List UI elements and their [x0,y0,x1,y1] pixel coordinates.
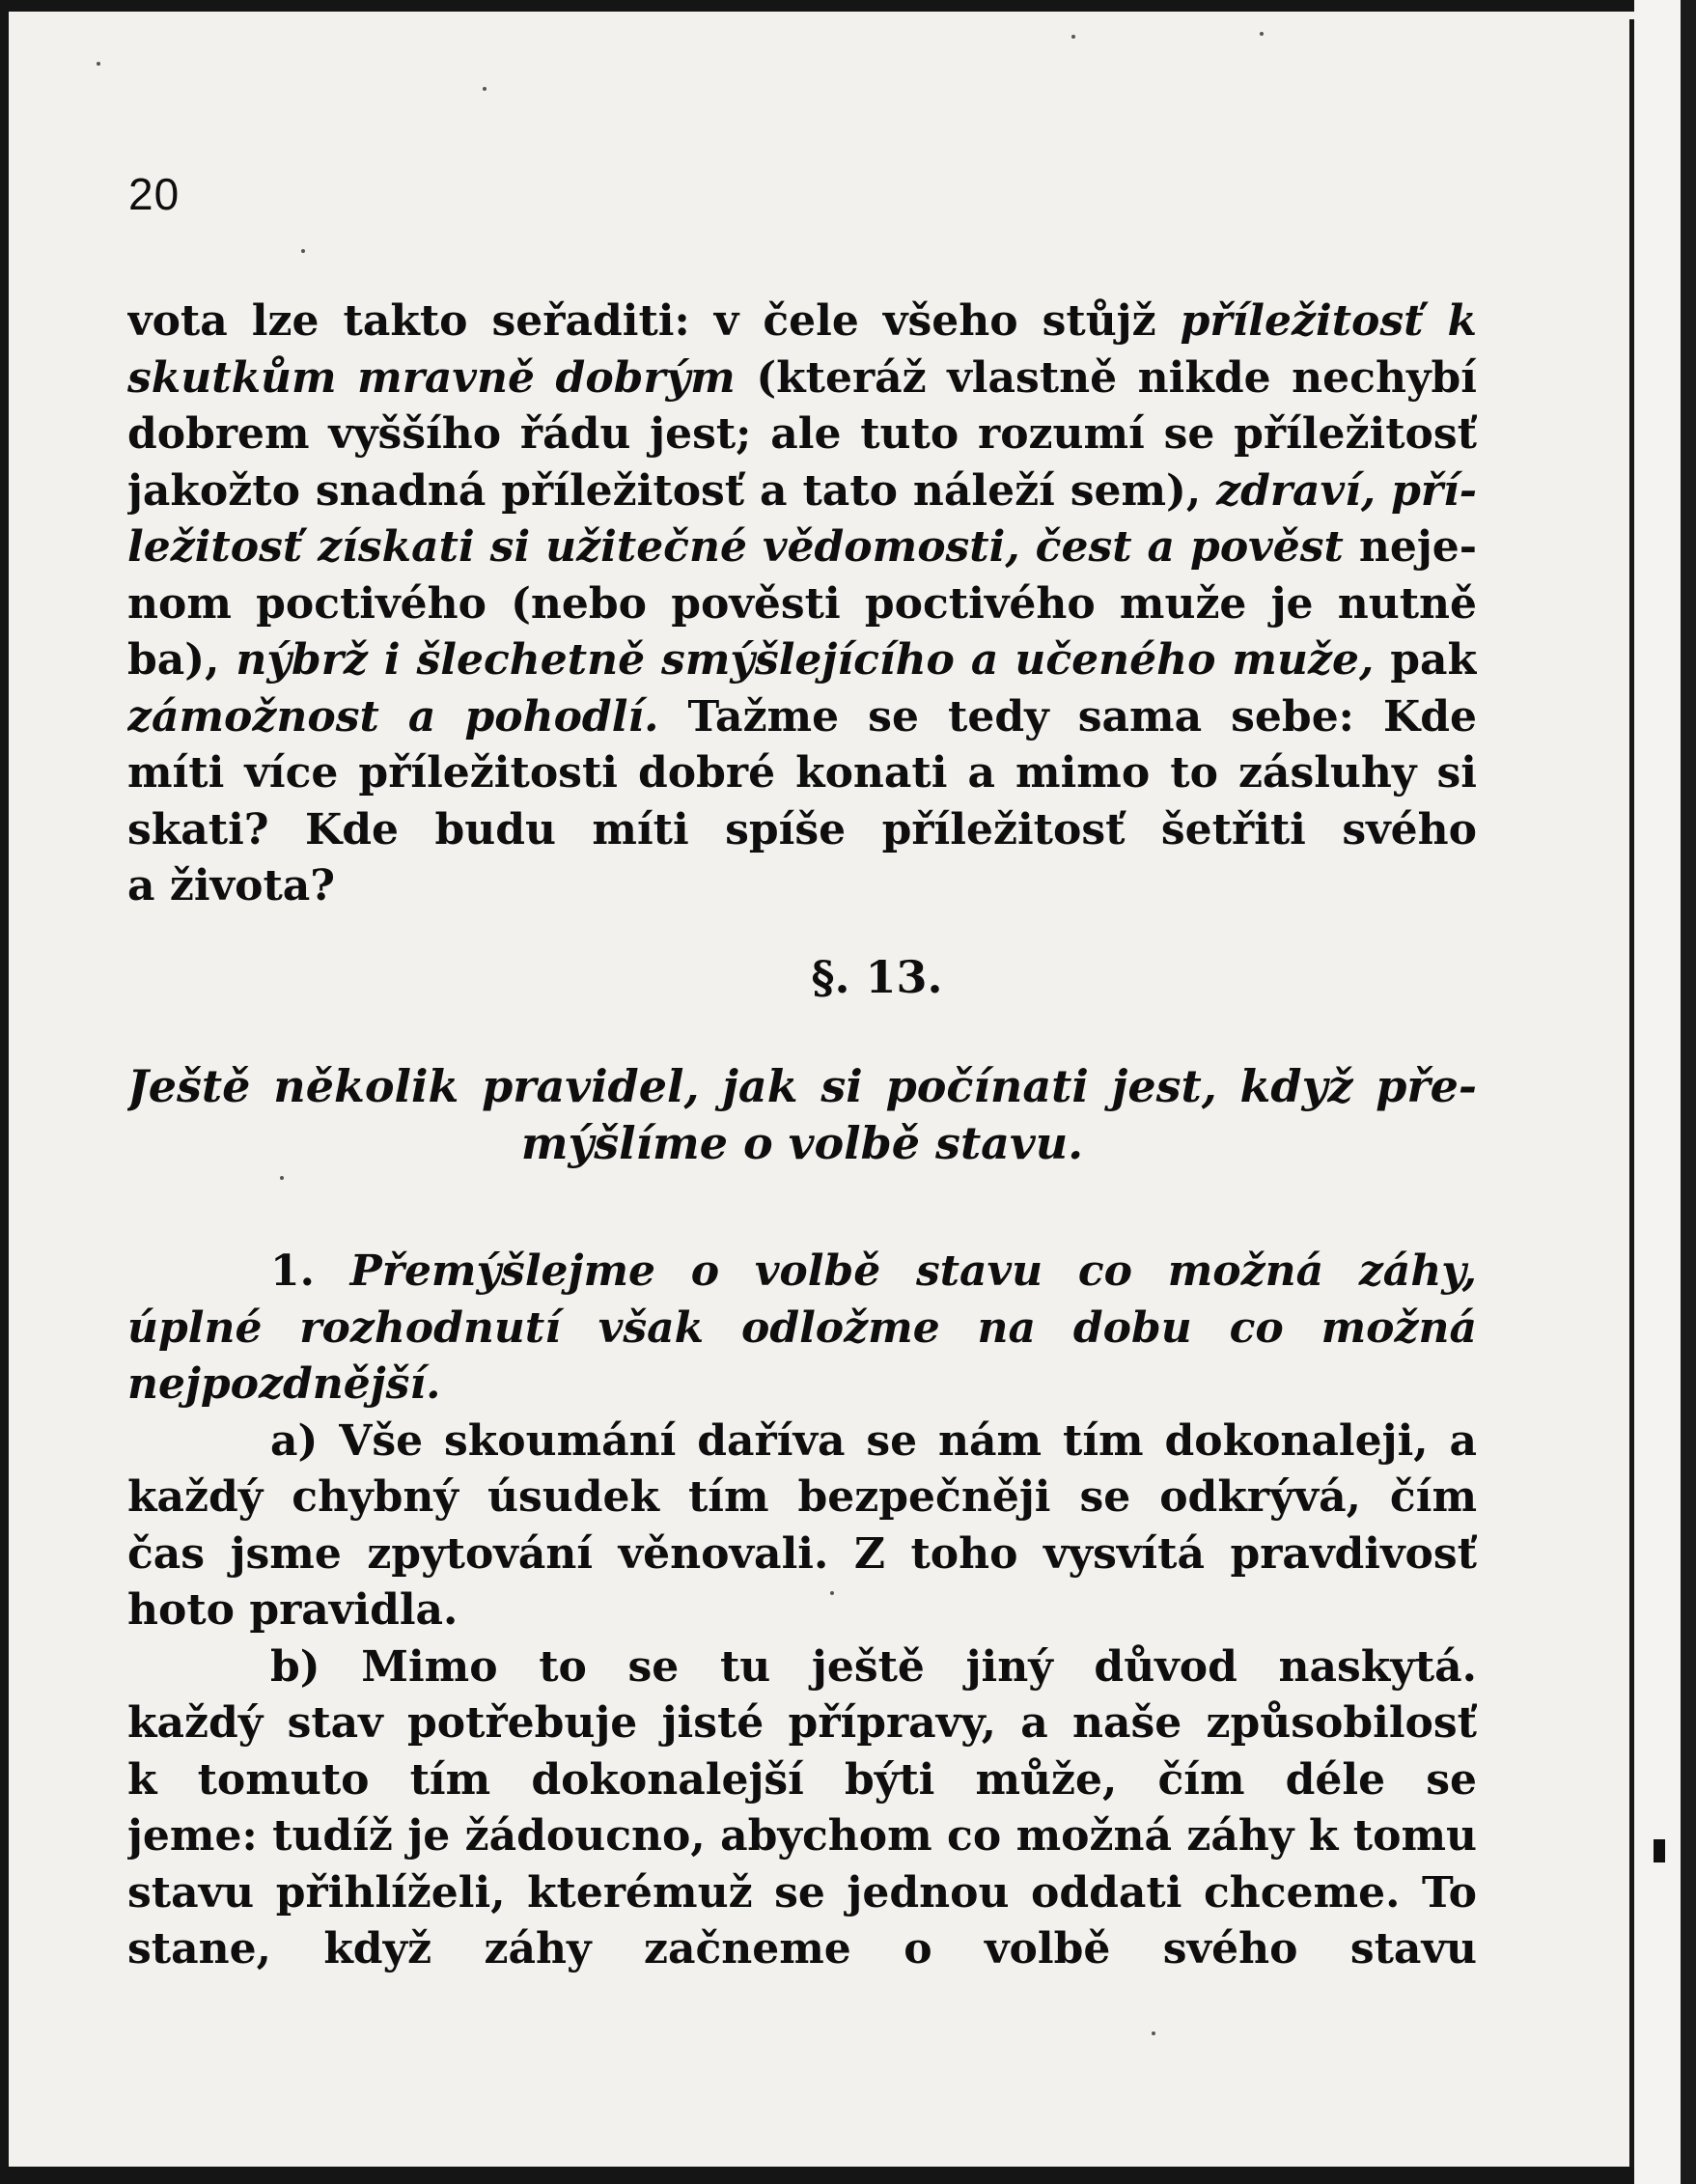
italic-text: nýbrž i šlechetně smýšlejícího a učeného muže, [236,635,1375,685]
text: každý stav potřebuje jisté přípravy, a naše způsobilosť [127,1698,1477,1748]
text: jeme: tudíž je žádoucno, abychom co možná záhy k tomu [127,1811,1477,1861]
text: Tažme se tedy sama sebe: Kde [687,691,1477,742]
paragraph-line [127,632,1477,689]
book-spine-edge [1681,0,1696,2184]
scan-border-left [0,0,9,2184]
section-heading [127,1058,1477,1171]
speck [97,62,100,66]
paragraph-line [127,406,1477,463]
heading-line-1: Ještě několik pravidel, jak si počínati jest, když pře- [127,1060,1477,1112]
heading-line-2: mýšlíme o volbě stavu. [520,1116,1084,1169]
text: a) Vše skoumání daříva se nám tím dokonaleji, a [270,1415,1477,1466]
speck [1260,32,1264,36]
text: neje- [1343,522,1477,572]
text: skati? Kde budu míti spíše příležitosť šetřiti svého [127,804,1477,854]
paragraph-line [127,350,1477,407]
text: vota lze takto seřaditi: v čele všeho stůjž [127,296,1181,346]
scan-border-bottom [0,2167,1696,2184]
speck [280,1176,284,1180]
italic-text: skutkům mravně dobrým [127,352,736,403]
rule-line [127,1301,1477,1358]
rule-line [127,1639,1477,1696]
section-number: §. 13. [811,951,943,1003]
paragraph-line [127,858,1477,915]
spine-mark [1654,1839,1665,1862]
rule-line [127,1244,1477,1301]
text: každý chybný úsudek tím bezpečněji se odkrývá, čím [127,1472,1477,1522]
paragraph-line [127,576,1477,633]
speck [483,87,487,91]
speck [1152,2031,1155,2035]
paragraph-line [127,294,1477,350]
scan-border-top [0,0,1696,12]
rule-line [127,1752,1477,1809]
text: k tomuto tím dokonalejší býti může, čím déle se [127,1754,1477,1805]
paragraph-line [127,745,1477,802]
text: čas jsme zpytování věnovali. Z toho vysvítá pravdivosť [127,1528,1477,1579]
text: dobrem vyššího řádu jest; ale tuto rozumí se příležitosť [127,409,1477,459]
italic-text: Přemýšlejme o volbě stavu co možná záhy, [349,1246,1477,1296]
italic-text: zámožnost a pohodlí. [127,691,659,742]
italic-text: nejpozdnější. [127,1359,441,1409]
text: nom poctivého (nebo pověsti poctivého muže je nutně [127,578,1477,629]
italic-text: ležitosť získati si užitečné vědomosti, čest a pověst [127,522,1344,572]
rule-line [127,1526,1477,1583]
text: (kteráž vlastně nikde nechybí [756,352,1477,403]
paragraph-line [127,689,1477,746]
paragraph-line [127,802,1477,859]
italic-text: příležitosť k [1180,296,1477,346]
rule-line [127,1695,1477,1752]
paragraph-line [127,463,1477,520]
text: jakožto snadná příležitosť a tato náleží sem), [127,465,1217,516]
text: ba), [127,635,236,685]
italic-text: zdraví, pří- [1216,465,1477,516]
paragraph-line [127,519,1477,576]
text: b) Mimo to se tu ještě jiný důvod naskytá. [270,1641,1477,1692]
rule-line [127,1357,1477,1414]
text: stavu přihlíželi, kterémuž se jednou oddati chceme. To [127,1867,1477,1918]
text: stane, když záhy začneme o volbě svého stavu [127,1924,1477,1974]
text: a života? [127,861,336,910]
rule-line [127,1582,1477,1639]
text: 1. [270,1246,350,1296]
text: hoto pravidla. [127,1585,459,1635]
text: pak [1374,635,1477,685]
rule-line [127,1808,1477,1865]
rule-line [127,1470,1477,1526]
rule-1-paragraphs [127,1244,1477,1978]
paragraph-choice-criteria [127,294,1477,915]
text: míti více příležitosti dobré konati a mimo to zásluhy si [127,748,1477,798]
rule-line [127,1921,1477,1978]
rule-line [127,1865,1477,1922]
speck [1071,35,1075,39]
page-number: 20 [128,169,181,219]
speck [301,249,305,253]
italic-text: úplné rozhodnutí však odložme na dobu co možná [127,1302,1477,1353]
rule-line [127,1414,1477,1470]
